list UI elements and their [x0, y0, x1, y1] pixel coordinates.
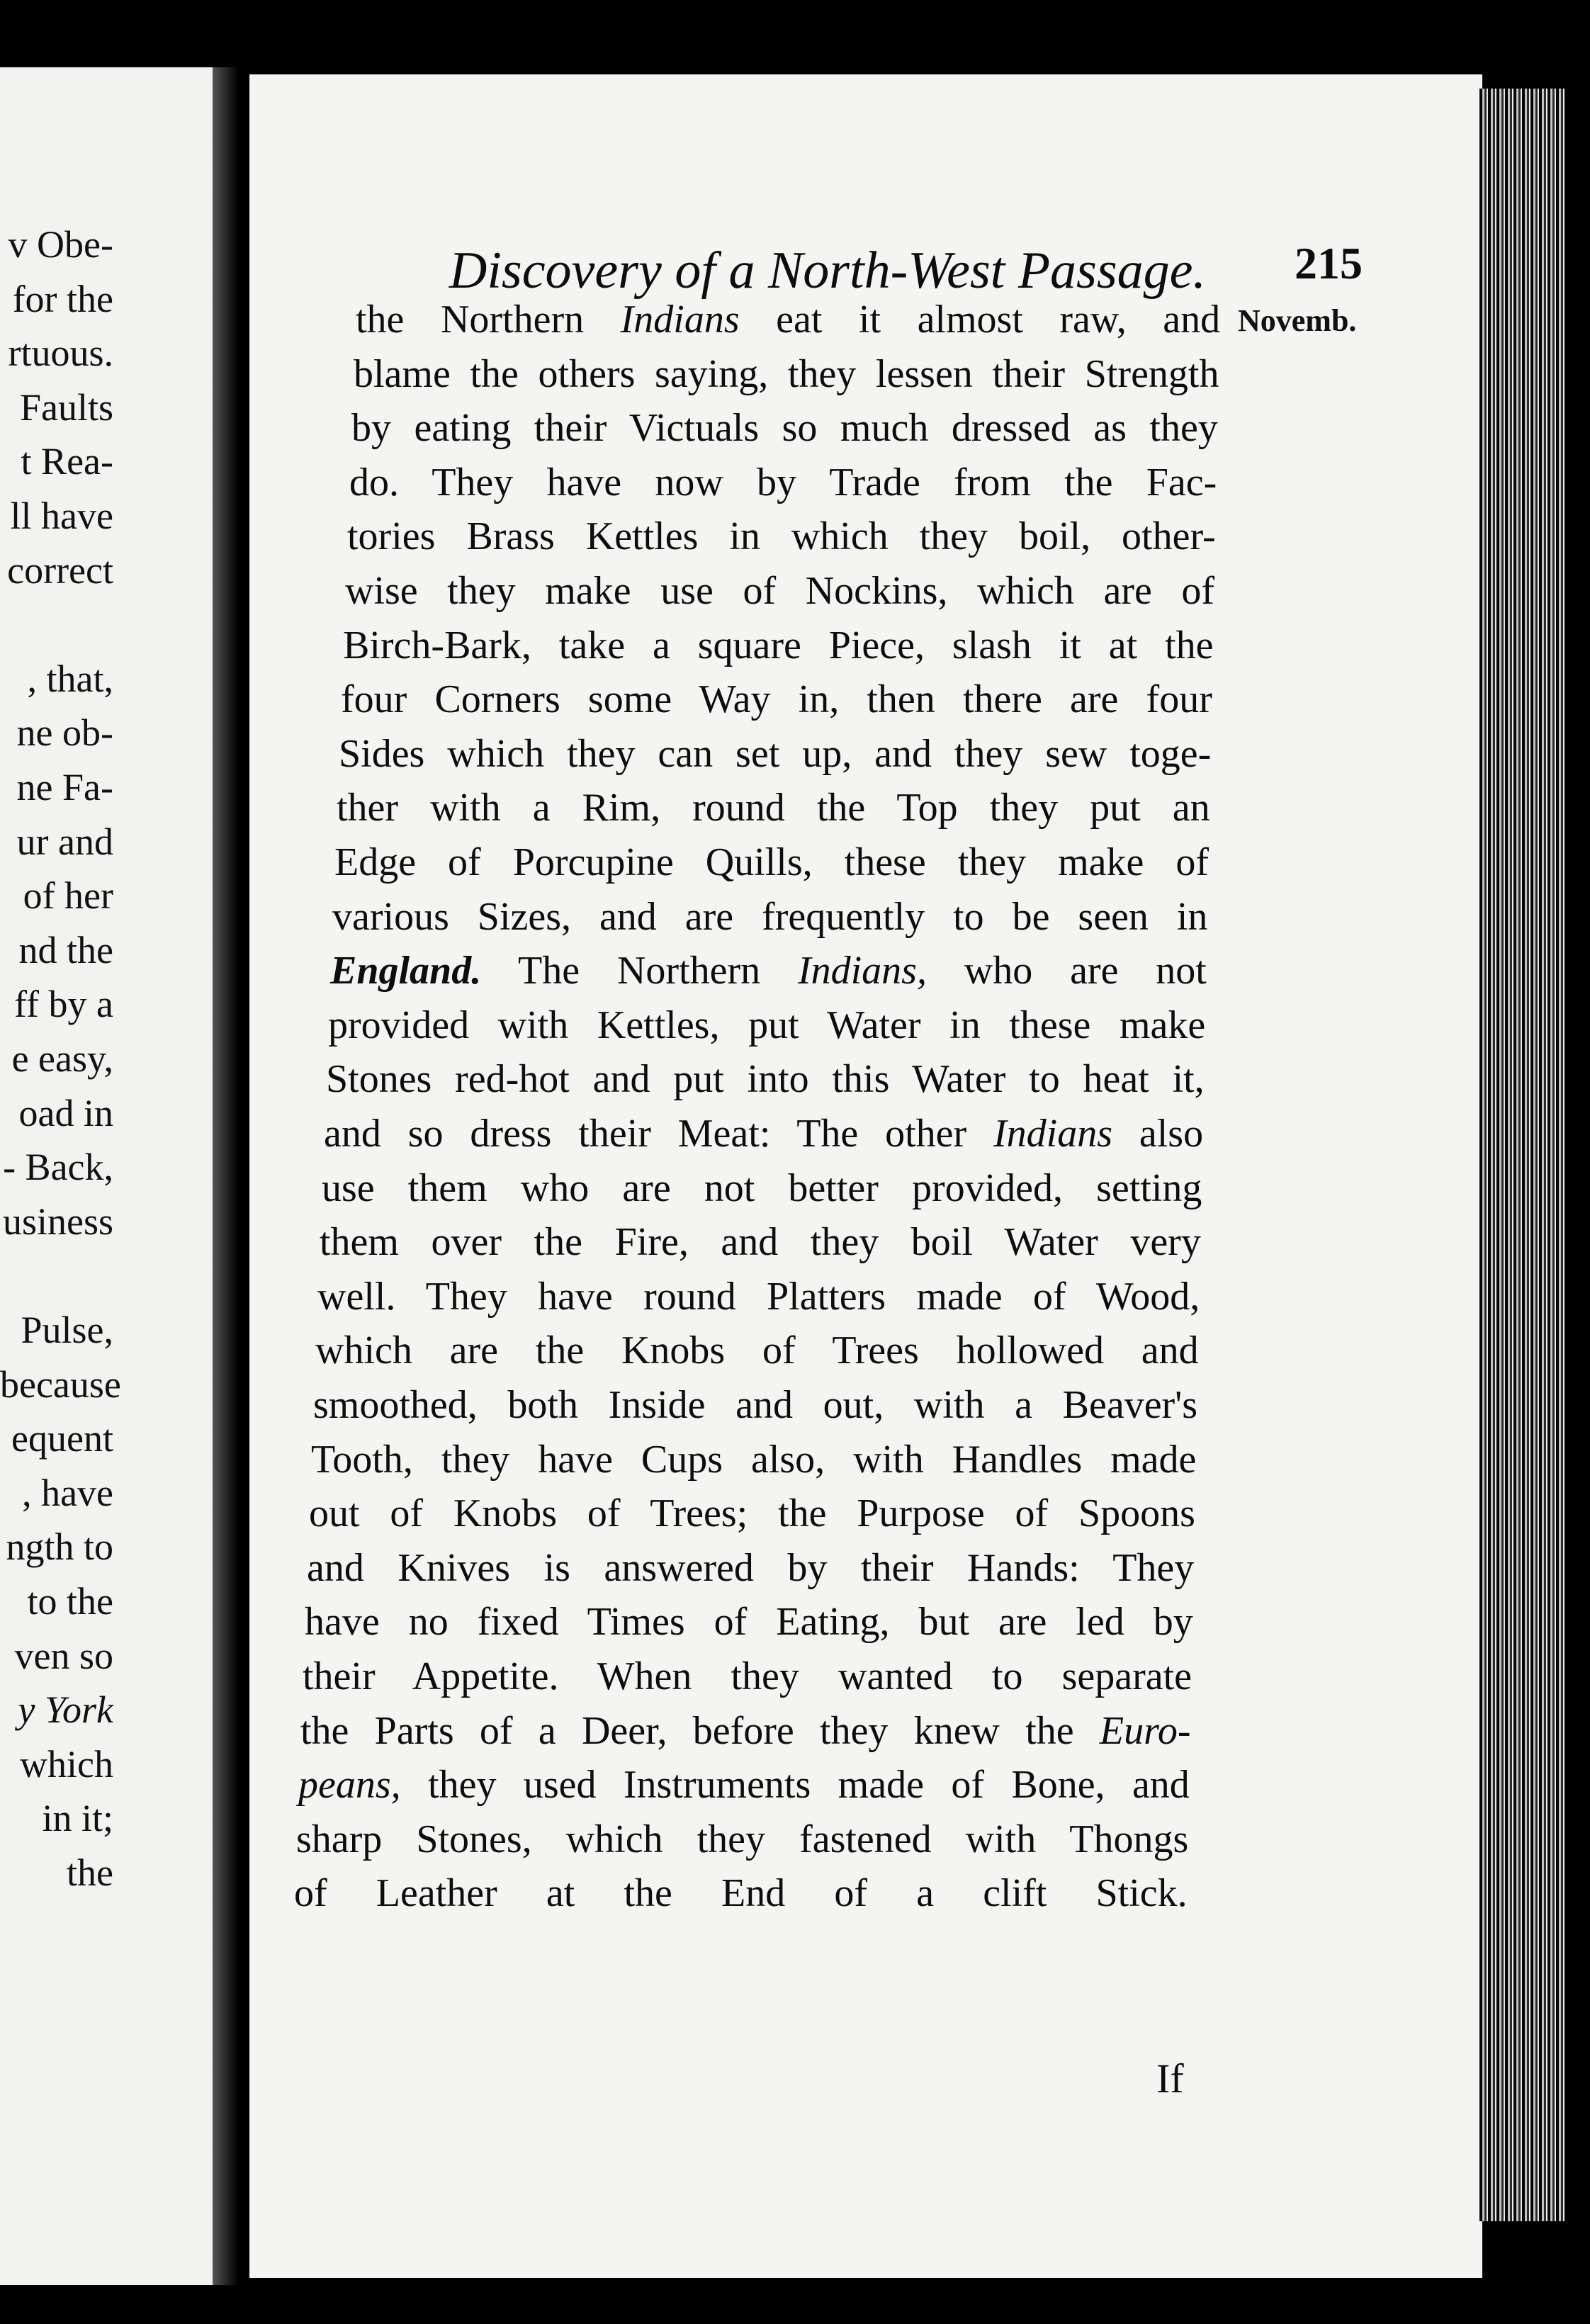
book-page — [249, 74, 1482, 2278]
page-edge-stack — [1479, 89, 1564, 2221]
text-line: ther with a Rim, round the Top they put an — [337, 786, 1210, 830]
facing-page-line: oad in — [18, 1091, 113, 1134]
text-line: peans, they used Instruments made of Bone, and — [298, 1763, 1190, 1807]
facing-page-line: v Obe- — [8, 223, 113, 266]
facing-page-line: y York — [18, 1688, 113, 1732]
body-text — [249, 74, 1482, 2278]
text-line: which are the Knobs of Trees hollowed and — [315, 1329, 1199, 1373]
facing-page-line: usiness — [2, 1200, 113, 1243]
facing-page-line: Faults — [19, 385, 113, 429]
text-line: and so dress their Meat: The other Indians also — [324, 1112, 1204, 1156]
running-head-title: Discovery of a North-West Passage. — [449, 242, 1206, 300]
facing-page-line: the — [67, 1851, 113, 1894]
text-line: Sides which they can set up, and they sew toge- — [339, 731, 1212, 776]
text-line: out of Knobs of Trees; the Purpose of Spoons — [309, 1491, 1195, 1536]
page-number: 215 — [1295, 238, 1363, 288]
facing-page-line: for the — [12, 277, 113, 320]
text-line: Birch-Bark, take a square Piece, slash it at the — [343, 623, 1214, 667]
text-line: tories Brass Kettles in which they boil, other- — [347, 514, 1216, 559]
text-line: sharp Stones, which they fastened with Thongs — [296, 1817, 1189, 1861]
text-line: blame the others saying, they lessen their Strength — [354, 351, 1219, 396]
text-line: provided with Kettles, put Water in these make — [328, 1003, 1206, 1047]
facing-page-line: to the — [27, 1580, 113, 1623]
text-line: the Parts of a Deer, before they knew the Euro- — [300, 1708, 1191, 1753]
margin-note: Novemb. — [1238, 303, 1357, 338]
facing-page-line: Pulse, — [21, 1309, 113, 1351]
facing-page-line: e easy, — [11, 1037, 113, 1080]
facing-page-line: ne ob- — [16, 711, 113, 755]
text-line: Stones red-hot and put into this Water to heat it, — [326, 1057, 1205, 1102]
text-line: by eating their Victuals so much dressed as they — [351, 406, 1218, 451]
text-line: wise they make use of Nockins, which are of — [345, 569, 1215, 613]
text-line: four Corners some Way in, then there are four — [341, 677, 1212, 722]
facing-page-fragment — [0, 67, 225, 2285]
facing-page-line: which — [20, 1742, 113, 1786]
facing-page-line: rtuous. — [8, 332, 113, 375]
catchword: If — [1156, 2055, 1184, 2102]
text-line: well. They have round Platters made of Wood, — [317, 1274, 1200, 1319]
text-line: their Appetite. When they wanted to separate — [303, 1654, 1192, 1698]
facing-page-line: , have — [22, 1471, 113, 1514]
facing-page-line: ne Fa- — [16, 766, 113, 808]
text-line: various Sizes, and are frequently to be seen in — [332, 894, 1208, 939]
facing-page-line: ll have — [10, 495, 113, 537]
facing-page-line: because — [0, 1363, 121, 1406]
text-line: the Northern Indians eat it almost raw, and — [356, 298, 1221, 342]
text-line: have no fixed Times of Eating, but are led by — [305, 1600, 1193, 1645]
text-line: England. The Northern Indians, who are not — [330, 949, 1207, 993]
gutter-shadow — [213, 67, 255, 2285]
text-line: them over the Fire, and they boil Water very — [320, 1220, 1201, 1265]
text-line: of Leather at the End of a clift Stick. — [294, 1871, 1188, 1916]
facing-page-line: in it; — [42, 1797, 113, 1840]
text-line: use them who are not better provided, setting — [322, 1166, 1202, 1210]
facing-page-line: ven so — [14, 1634, 113, 1677]
facing-page-line: , that, — [27, 657, 113, 700]
text-line: Tooth, they have Cups also, with Handles made — [311, 1437, 1197, 1482]
facing-page-line: - Back, — [3, 1146, 113, 1189]
facing-page-line: correct — [7, 548, 113, 592]
facing-page-line: equent — [11, 1417, 113, 1460]
text-line: do. They have now by Trade from the Fac- — [349, 460, 1217, 504]
text-line: Edge of Porcupine Quills, these they make of — [334, 840, 1210, 884]
facing-page-line: nd the — [18, 928, 113, 971]
text-line: and Knives is answered by their Hands: They — [307, 1545, 1195, 1590]
text-line: smoothed, both Inside and out, with a Beaver's — [313, 1383, 1198, 1427]
facing-page-line: ngth to — [6, 1525, 113, 1569]
facing-page-line: ff by a — [14, 983, 113, 1026]
facing-page-line: t Rea- — [21, 440, 113, 483]
facing-page-line: ur and — [16, 820, 113, 863]
facing-page-line: of her — [23, 874, 113, 918]
